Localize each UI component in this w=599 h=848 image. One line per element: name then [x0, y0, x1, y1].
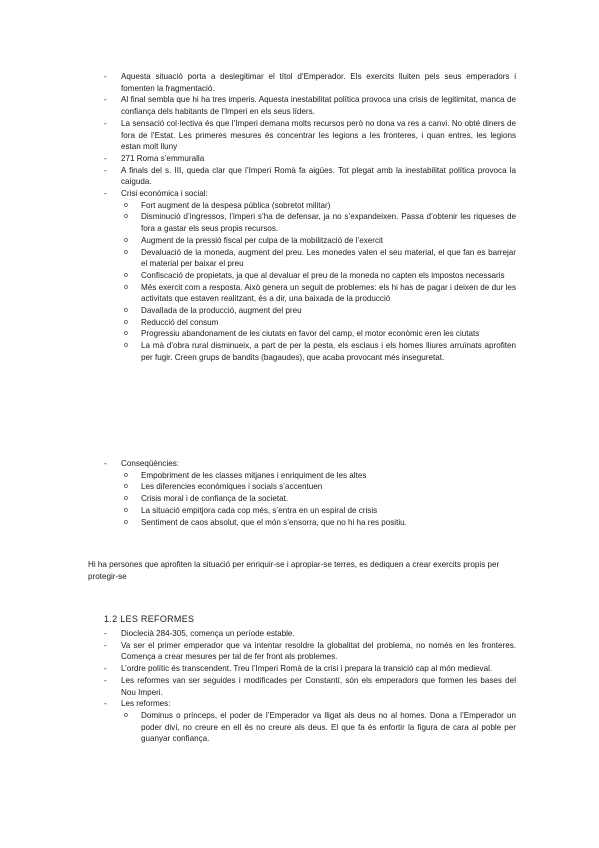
- circle-bullet-icon: o: [124, 471, 128, 479]
- sub-list-item: [104, 493, 516, 505]
- sub-list-item-text: Reducció del consum: [141, 317, 219, 327]
- sub-list-item-text: Empobriment de les classes mitjanes i enriquiment de les altes: [141, 470, 367, 480]
- sub-list-item: [104, 247, 516, 270]
- list-item: [104, 458, 516, 470]
- list-item-text: Les reformes van ser seguides i modificades per Constantí, són els emperadors que formen les bases del Nou Imperi.: [121, 675, 516, 697]
- circle-bullet-icon: o: [124, 236, 128, 244]
- list-item-text: Aquesta situació porta a deslegitimar el títol d’Emperador. Els exercits lluiten pels seus emperadors i fomenten la fragmentació.: [121, 72, 516, 93]
- dash-bullet-icon: -: [104, 153, 107, 163]
- sub-list-item-text: Sentiment de caos absolut, que el món s’ensorra, que no hi ha res positiu.: [141, 517, 407, 527]
- list-item: [104, 698, 516, 710]
- sub-list-item: [104, 235, 516, 247]
- list-item: [104, 640, 516, 663]
- circle-bullet-icon: o: [124, 495, 128, 503]
- list-item: [104, 71, 516, 94]
- sub-list-item-text: Dominus o prínceps, el poder de l’Emperador va lligat als deus no al homes. Dona a l’Emperador un poder diví, no creure en ell és no creure als deus. El que fa és enfortir la figura de cara al poble per guanyar confiança.: [141, 710, 516, 744]
- list-item-text: Conseqüències:: [121, 459, 180, 468]
- circle-bullet-icon: o: [124, 201, 128, 209]
- list-item: [104, 165, 516, 188]
- dash-bullet-icon: -: [104, 629, 107, 638]
- dash-bullet-icon: -: [104, 675, 107, 685]
- list-item: [104, 94, 516, 117]
- dash-bullet-icon: -: [104, 72, 107, 81]
- list-item-text: Crisi econòmica i social:: [121, 189, 208, 199]
- list-item-text: Dioclecià 284-305, comença un període estable.: [121, 629, 295, 638]
- section-heading-reforms: 1.2 LES REFORMES: [104, 614, 195, 624]
- sub-list-item: [104, 317, 516, 329]
- sub-list-item: [104, 282, 516, 305]
- list-item-text: Les reformes:: [121, 699, 171, 709]
- sublist-container: [104, 470, 516, 529]
- circle-bullet-icon: o: [124, 483, 128, 491]
- sub-list-item-text: Disminució d’ingressos, l’imperi s’ha de defensar, ja no s’expandeixen. Passa d’obtenir les riqueses de fora a gastar els seus propis recursos.: [141, 212, 516, 234]
- list-item-text: 271 Roma s’emmuralla: [121, 153, 205, 163]
- sublist-container: [104, 710, 516, 745]
- sub-list-item-text: La mà d’obra rural disminueix, a part de per la pesta, els esclaus i els homes lliures arruïnats aprofiten per fugir. Creen grups de bandits (bagaudes), que acaba provocant més inseguretat.: [141, 341, 516, 362]
- sub-list-item-text: La situació empitjora cada cop més, s’entra en un espiral de crisis: [141, 505, 378, 515]
- sub-list-item: [104, 305, 516, 317]
- list-item: [104, 153, 516, 165]
- list-item-text: La sensació col·lectiva és que l’Imperi demana molts recursos però no dona va res a canvi. No obté diners de fora de l’Estat. Les primeres mesures és concentrar les legions a les fronteres, i quan entres, les legions estan molt lluny: [121, 118, 516, 152]
- sub-list-item: [104, 328, 516, 340]
- sub-list-item-text: Augment de la pressió fiscal per culpa de la mobilització de l’exercit: [141, 235, 384, 245]
- dash-bullet-icon: -: [104, 459, 107, 468]
- list-item: [104, 675, 516, 698]
- paragraph-persons: Hi ha persones que aprofiten la situació per enriquir-se i apropiar-se terres, es dediquen a crear exercits propis per protegir-se: [88, 560, 500, 581]
- sublist-container: [104, 200, 516, 364]
- sub-list-item-text: Davallada de la producció, augment del preu: [141, 306, 302, 316]
- sub-bullet-list: [104, 470, 516, 529]
- bullet-list-crisis: [104, 71, 516, 364]
- sub-bullet-list: [104, 710, 516, 745]
- circle-bullet-icon: o: [124, 213, 128, 221]
- circle-bullet-icon: o: [124, 342, 128, 350]
- dash-bullet-icon: -: [104, 165, 107, 175]
- bullet-list-reforms: [104, 628, 516, 745]
- circle-bullet-icon: o: [124, 271, 128, 279]
- circle-bullet-icon: o: [124, 518, 128, 526]
- bullet-list-consequences: [104, 458, 516, 528]
- dash-bullet-icon: -: [104, 640, 107, 650]
- sub-list-item-text: Devaluació de la moneda, augment del preu. Les monedes valen el seu material, el que fan es barrejar el material per baixar el preu: [141, 247, 516, 269]
- sub-bullet-list: [104, 200, 516, 364]
- sub-list-item: [104, 270, 516, 282]
- sub-list-item-text: Progressiu abandonament de les ciutats en favor del camp, el motor econòmic eren les ciutats: [141, 329, 480, 339]
- sub-list-item: [104, 517, 516, 529]
- list-item: [104, 118, 516, 153]
- list-item: [104, 188, 516, 200]
- dash-bullet-icon: -: [104, 95, 107, 105]
- dash-bullet-icon: -: [104, 118, 107, 128]
- sub-list-item: [104, 710, 516, 745]
- list-item: [104, 628, 516, 640]
- sub-list-item: [104, 340, 516, 363]
- list-item-text: A finals del s. III, queda clar que l’Imperi Romà fa aigües. Tot plegat amb la inestabilitat política provoca la caiguda.: [121, 165, 516, 187]
- circle-bullet-icon: o: [124, 283, 128, 291]
- list-item: [104, 663, 516, 675]
- sub-list-item: [104, 211, 516, 234]
- dash-bullet-icon: -: [104, 189, 107, 199]
- sub-list-item-text: Més exercit com a resposta. Això genera un seguit de problemes: els hi has de pagar i deixen de dur les activitats que estaven realitzant, és a dir, una baixada de la producció: [141, 282, 516, 304]
- circle-bullet-icon: o: [124, 248, 128, 256]
- sub-list-item: [104, 505, 516, 517]
- circle-bullet-icon: o: [124, 307, 128, 315]
- sub-list-item: [104, 470, 516, 482]
- sub-list-item: [104, 481, 516, 493]
- circle-bullet-icon: o: [124, 711, 128, 719]
- list-item-text: Al final sembla que hi ha tres imperis. Aquesta inestabilitat política provoca una crisis de legitimitat, manca de confiança dels habitants de l’Imperi en els seus líders.: [121, 95, 516, 117]
- circle-bullet-icon: o: [124, 506, 128, 514]
- sub-list-item-text: Les diferencies econòmiques i socials s’accentuen: [141, 482, 323, 492]
- sub-list-item-text: Confiscació de propietats, ja que al devaluar el preu de la moneda no capten els impostos necessaris: [141, 270, 505, 280]
- sub-list-item-text: Crisis moral i de confiança de la societat.: [141, 494, 289, 504]
- list-item-text: Va ser el primer emperador que va intentar resoldre la globalitat del problema, no només en les fronteres. Comença a crear mesures per tal de fer front als problemes.: [121, 640, 516, 662]
- circle-bullet-icon: o: [124, 330, 128, 338]
- dash-bullet-icon: -: [104, 664, 107, 674]
- sub-list-item-text: Fort augment de la despesa pública (sobretot militar): [141, 200, 331, 210]
- list-item-text: L’ordre polític és transcendent. Treu l’Imperi Romà de la crisi i prepara la transició cap al món medieval.: [121, 664, 493, 674]
- dash-bullet-icon: -: [104, 699, 107, 709]
- sub-list-item: [104, 200, 516, 212]
- circle-bullet-icon: o: [124, 318, 128, 326]
